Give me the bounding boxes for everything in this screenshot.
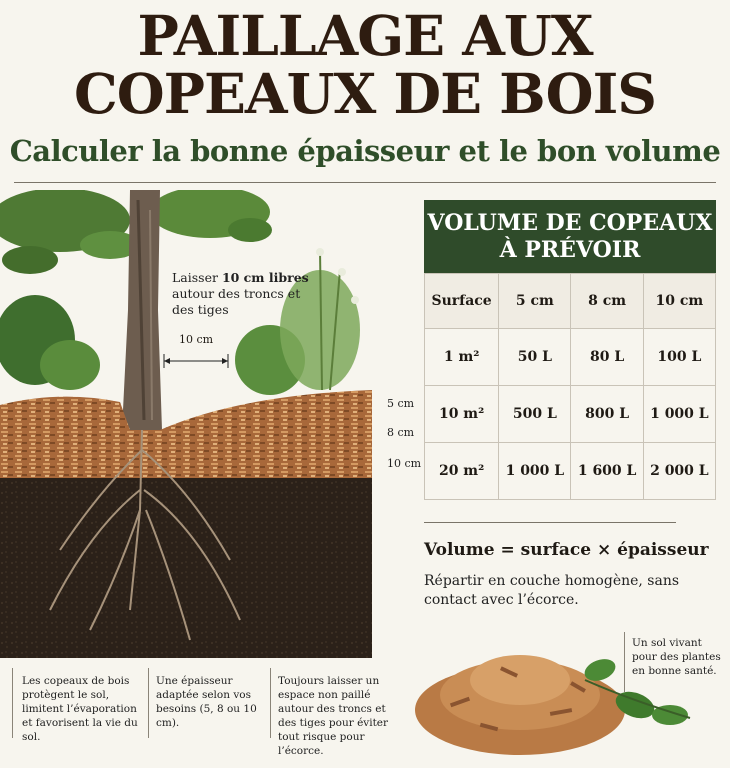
caption-divider (12, 668, 13, 738)
table-cell: 10 m² (425, 386, 499, 443)
table-cell: 1 000 L (499, 443, 571, 500)
col-header: Surface (425, 274, 499, 329)
volume-table (424, 200, 716, 500)
page-title-line2: COPEAUX DE BOIS (73, 61, 657, 126)
caption-living-soil: Un sol vivant pour des plantes en bonne santé. (632, 637, 721, 677)
caption-divider (148, 668, 149, 738)
caption-benefits: Les copeaux de bois protègent le sol, limitent l’évaporation et favorisent la vie du sol. (22, 675, 138, 743)
col-header: 5 cm (499, 274, 571, 329)
depth-label-5cm: 5 cm (387, 397, 415, 410)
depth-label-8cm: 8 cm (387, 426, 415, 439)
table-title: VOLUME DE COPEAUX À PRÉVOIR (424, 200, 716, 273)
top-divider (14, 182, 716, 183)
table-cell: 100 L (643, 329, 715, 386)
page-subtitle: Calculer la bonne épaisseur et le bon volume (9, 134, 721, 168)
table-row (425, 329, 716, 386)
table-row (425, 443, 716, 500)
mulch-illustration (0, 190, 372, 660)
caption-divider (270, 668, 271, 738)
gap-measure-label: 10 cm (178, 333, 214, 346)
col-header: 10 cm (643, 274, 715, 329)
page-title-line1: PAILLAGE AUX (137, 3, 593, 68)
caption-thickness: Une épaisseur adaptée selon vos besoins (5, 8 ou 10 cm). (156, 675, 257, 729)
table-row (425, 386, 716, 443)
table-cell: 800 L (571, 386, 643, 443)
caption-spacing: Toujours laisser un espace non paillé autour des troncs et des tiges pour éviter tout risque pour l’écorce. (278, 675, 389, 757)
table-cell: 2 000 L (643, 443, 715, 500)
spreading-advice: Répartir en couche homogène, sans contact avec l’écorce. (424, 573, 680, 608)
table-cell: 20 m² (425, 443, 499, 500)
table-cell: 1 m² (425, 329, 499, 386)
table-cell: 500 L (499, 386, 571, 443)
caption-divider (624, 632, 625, 692)
formula-divider (424, 522, 676, 523)
volume-grid (424, 273, 716, 500)
table-cell: 1 600 L (571, 443, 643, 500)
volume-formula: Volume = surface × épaisseur (424, 540, 709, 560)
table-cell: 80 L (571, 329, 643, 386)
table-cell: 1 000 L (643, 386, 715, 443)
col-header: 8 cm (571, 274, 643, 329)
soil-layer (0, 478, 372, 658)
mulch-layer (0, 390, 372, 480)
gap-measure-arrow (162, 352, 230, 370)
table-cell: 50 L (499, 329, 571, 386)
shrub-left (0, 295, 100, 390)
depth-label-10cm: 10 cm (387, 457, 422, 470)
table-header-row (425, 274, 716, 329)
trunk-gap-note: Laisser 10 cm libres autour des troncs et des tiges (172, 270, 309, 317)
